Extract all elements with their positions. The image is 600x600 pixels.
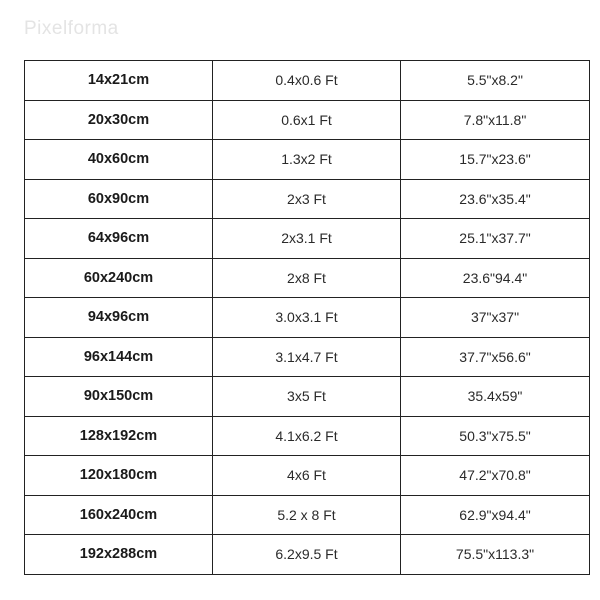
size-inch-cell: 25.1"x37.7" xyxy=(401,219,590,259)
table-row xyxy=(25,100,590,140)
size-inch-cell: 23.6"x35.4" xyxy=(401,179,590,219)
size-cm-cell: 120x180cm xyxy=(25,456,213,496)
size-inch-cell: 50.3"x75.5" xyxy=(401,416,590,456)
size-ft-cell: 2x3.1 Ft xyxy=(213,219,401,259)
table-row xyxy=(25,298,590,338)
size-inch-cell: 35.4x59" xyxy=(401,377,590,417)
table-row xyxy=(25,179,590,219)
size-cm-cell: 128x192cm xyxy=(25,416,213,456)
size-inch-cell: 62.9"x94.4" xyxy=(401,495,590,535)
size-cm-cell: 96x144cm xyxy=(25,337,213,377)
size-ft-cell: 6.2x9.5 Ft xyxy=(213,535,401,575)
table-row xyxy=(25,61,590,101)
size-inch-cell: 37"x37" xyxy=(401,298,590,338)
table-row xyxy=(25,535,590,575)
size-cm-cell: 64x96cm xyxy=(25,219,213,259)
size-cm-cell: 60x240cm xyxy=(25,258,213,298)
size-ft-cell: 4x6 Ft xyxy=(213,456,401,496)
size-cm-cell: 192x288cm xyxy=(25,535,213,575)
brand-watermark: Pixelforma xyxy=(24,18,119,39)
size-ft-cell: 4.1x6.2 Ft xyxy=(213,416,401,456)
size-inch-cell: 5.5"x8.2" xyxy=(401,61,590,101)
table-row xyxy=(25,495,590,535)
size-ft-cell: 1.3x2 Ft xyxy=(213,140,401,180)
table-row xyxy=(25,377,590,417)
table-row xyxy=(25,258,590,298)
size-cm-cell: 60x90cm xyxy=(25,179,213,219)
size-inch-cell: 37.7"x56.6" xyxy=(401,337,590,377)
size-chart-body xyxy=(25,61,590,575)
size-ft-cell: 3.0x3.1 Ft xyxy=(213,298,401,338)
table-row xyxy=(25,219,590,259)
size-cm-cell: 14x21cm xyxy=(25,61,213,101)
size-ft-cell: 3x5 Ft xyxy=(213,377,401,417)
table-row xyxy=(25,140,590,180)
size-ft-cell: 5.2 x 8 Ft xyxy=(213,495,401,535)
size-ft-cell: 2x3 Ft xyxy=(213,179,401,219)
size-cm-cell: 20x30cm xyxy=(25,100,213,140)
size-inch-cell: 47.2"x70.8" xyxy=(401,456,590,496)
table-row xyxy=(25,337,590,377)
size-cm-cell: 40x60cm xyxy=(25,140,213,180)
table-row xyxy=(25,456,590,496)
size-chart-table xyxy=(24,60,590,575)
size-inch-cell: 7.8"x11.8" xyxy=(401,100,590,140)
size-cm-cell: 90x150cm xyxy=(25,377,213,417)
size-inch-cell: 15.7"x23.6" xyxy=(401,140,590,180)
size-ft-cell: 0.6x1 Ft xyxy=(213,100,401,140)
size-inch-cell: 75.5"x113.3" xyxy=(401,535,590,575)
size-inch-cell: 23.6"94.4" xyxy=(401,258,590,298)
table-row xyxy=(25,416,590,456)
size-ft-cell: 2x8 Ft xyxy=(213,258,401,298)
size-cm-cell: 94x96cm xyxy=(25,298,213,338)
size-ft-cell: 0.4x0.6 Ft xyxy=(213,61,401,101)
size-ft-cell: 3.1x4.7 Ft xyxy=(213,337,401,377)
size-cm-cell: 160x240cm xyxy=(25,495,213,535)
